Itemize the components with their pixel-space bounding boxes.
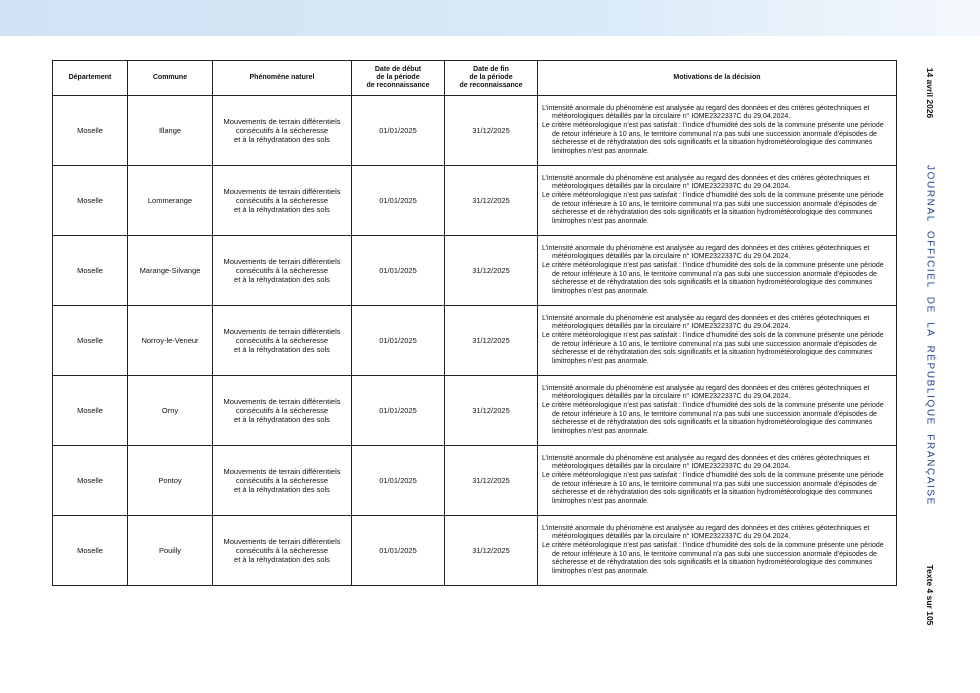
table-row (53, 516, 897, 586)
motivation-paragraph-1: L’intensité anormale du phénomène est analysée au regard des données et des critères géotechniques et météorologiques détaillés par la circulaire n° IOME2322337C du 29.04.2024. (542, 244, 870, 261)
motivation-paragraph-2: Le critère météorologique n’est pas satisfait : l’indice d’humidité des sols de la commune présente une période de retour inférieure à 10 ans, le territoire communal n’a pas subi une succession anormale d’épisodes de sécheresse et de réhydratation des sols significatifs et la situation hydrométéorologique des communes limitrophes n’est pas anormale. (542, 401, 884, 435)
motivation-paragraph-1: L’intensité anormale du phénomène est analysée au regard des données et des critères géotechniques et météorologiques détaillés par la circulaire n° IOME2322337C du 29.04.2024. (542, 104, 870, 121)
journal-side-margin (915, 60, 945, 640)
page-reference: Texte 4 sur 105 (925, 564, 935, 626)
cell-date-fin: 31/12/2025 (445, 236, 538, 306)
cell-commune: Norroy-le-Veneur (128, 306, 213, 376)
motivation-paragraph-2: Le critère météorologique n’est pas satisfait : l’indice d’humidité des sols de la commune présente une période de retour inférieure à 10 ans, le territoire communal n’a pas subi une succession anormale d’épisodes de sécheresse et de réhydratation des sols significatifs et la situation hydrométéorologique des communes limitrophes n’est pas anormale. (542, 261, 884, 295)
cell-motivations (538, 96, 897, 166)
cell-departement: Moselle (53, 96, 128, 166)
cell-motivations (538, 446, 897, 516)
motivation-paragraph-2: Le critère météorologique n’est pas satisfait : l’indice d’humidité des sols de la commune présente une période de retour inférieure à 10 ans, le territoire communal n’a pas subi une succession anormale d’épisodes de sécheresse et de réhydratation des sols significatifs et la situation hydrométéorologique des communes limitrophes n’est pas anormale. (542, 121, 884, 155)
cell-date-debut: 01/01/2025 (352, 446, 445, 516)
table-row (53, 376, 897, 446)
cell-departement: Moselle (53, 236, 128, 306)
cell-phenomene: Mouvements de terrain différentiels consécutifs à la sécheresse et à la réhydratation des sols (213, 446, 352, 516)
cell-phenomene: Mouvements de terrain différentiels consécutifs à la sécheresse et à la réhydratation des sols (213, 166, 352, 236)
cell-commune: Marange-Silvange (128, 236, 213, 306)
table-row (53, 96, 897, 166)
motivation-paragraph-1: L’intensité anormale du phénomène est analysée au regard des données et des critères géotechniques et météorologiques détaillés par la circulaire n° IOME2322337C du 29.04.2024. (542, 314, 870, 331)
cell-departement: Moselle (53, 446, 128, 516)
motivation-paragraph-1: L’intensité anormale du phénomène est analysée au regard des données et des critères géotechniques et météorologiques détaillés par la circulaire n° IOME2322337C du 29.04.2024. (542, 524, 870, 541)
cell-phenomene: Mouvements de terrain différentiels consécutifs à la sécheresse et à la réhydratation des sols (213, 306, 352, 376)
cell-date-debut: 01/01/2025 (352, 516, 445, 586)
table-row (53, 446, 897, 516)
top-header-band (0, 0, 980, 36)
table-header-row (53, 61, 897, 96)
cell-departement: Moselle (53, 166, 128, 236)
header-phenomene: Phénomène naturel (213, 61, 352, 96)
cell-commune: Orny (128, 376, 213, 446)
cell-date-debut: 01/01/2025 (352, 166, 445, 236)
cell-date-fin: 31/12/2025 (445, 376, 538, 446)
cell-phenomene: Mouvements de terrain différentiels consécutifs à la sécheresse et à la réhydratation des sols (213, 96, 352, 166)
cell-motivations (538, 376, 897, 446)
cell-phenomene: Mouvements de terrain différentiels consécutifs à la sécheresse et à la réhydratation des sols (213, 516, 352, 586)
motivation-paragraph-1: L’intensité anormale du phénomène est analysée au regard des données et des critères géotechniques et météorologiques détaillés par la circulaire n° IOME2322337C du 29.04.2024. (542, 454, 870, 471)
cell-departement: Moselle (53, 376, 128, 446)
cell-motivations (538, 236, 897, 306)
cell-date-fin: 31/12/2025 (445, 96, 538, 166)
motivation-paragraph-1: L’intensité anormale du phénomène est analysée au regard des données et des critères géotechniques et météorologiques détaillés par la circulaire n° IOME2322337C du 29.04.2024. (542, 384, 870, 401)
cell-commune: Lommerange (128, 166, 213, 236)
cell-date-fin: 31/12/2025 (445, 166, 538, 236)
table-row (53, 306, 897, 376)
cell-date-debut: 01/01/2025 (352, 236, 445, 306)
cell-phenomene: Mouvements de terrain différentiels consécutifs à la sécheresse et à la réhydratation des sols (213, 376, 352, 446)
cell-date-fin: 31/12/2025 (445, 516, 538, 586)
header-departement: Département (53, 61, 128, 96)
cell-departement: Moselle (53, 306, 128, 376)
motivation-paragraph-2: Le critère météorologique n’est pas satisfait : l’indice d’humidité des sols de la commune présente une période de retour inférieure à 10 ans, le territoire communal n’a pas subi une succession anormale d’épisodes de sécheresse et de réhydratation des sols significatifs et la situation hydrométéorologique des communes limitrophes n’est pas anormale. (542, 331, 884, 365)
motivation-paragraph-1: L’intensité anormale du phénomène est analysée au regard des données et des critères géotechniques et météorologiques détaillés par la circulaire n° IOME2322337C du 29.04.2024. (542, 174, 870, 191)
cell-motivations (538, 306, 897, 376)
cell-motivations (538, 166, 897, 236)
header-date-debut: Date de début de la période de reconnaissance (352, 61, 445, 96)
cell-motivations (538, 516, 897, 586)
header-motivations: Motivations de la décision (538, 61, 897, 96)
motivation-paragraph-2: Le critère météorologique n’est pas satisfait : l’indice d’humidité des sols de la commune présente une période de retour inférieure à 10 ans, le territoire communal n’a pas subi une succession anormale d’épisodes de sécheresse et de réhydratation des sols significatifs et la situation hydrométéorologique des communes limitrophes n’est pas anormale. (542, 471, 884, 505)
table-row (53, 166, 897, 236)
publication-date: 14 avril 2026 (925, 67, 935, 119)
cell-date-debut: 01/01/2025 (352, 306, 445, 376)
table-row (53, 236, 897, 306)
cell-departement: Moselle (53, 516, 128, 586)
journal-title: JOURNAL OFFICIEL DE LA RÉPUBLIQUE FRANÇAISE (924, 165, 936, 506)
recognition-table (52, 60, 897, 586)
header-date-fin: Date de fin de la période de reconnaissance (445, 61, 538, 96)
cell-commune: Pontoy (128, 446, 213, 516)
cell-phenomene: Mouvements de terrain différentiels consécutifs à la sécheresse et à la réhydratation des sols (213, 236, 352, 306)
cell-commune: Pouilly (128, 516, 213, 586)
cell-date-debut: 01/01/2025 (352, 96, 445, 166)
motivation-paragraph-2: Le critère météorologique n’est pas satisfait : l’indice d’humidité des sols de la commune présente une période de retour inférieure à 10 ans, le territoire communal n’a pas subi une succession anormale d’épisodes de sécheresse et de réhydratation des sols significatifs et la situation hydrométéorologique des communes limitrophes n’est pas anormale. (542, 541, 884, 575)
motivation-paragraph-2: Le critère météorologique n’est pas satisfait : l’indice d’humidité des sols de la commune présente une période de retour inférieure à 10 ans, le territoire communal n’a pas subi une succession anormale d’épisodes de sécheresse et de réhydratation des sols significatifs et la situation hydrométéorologique des communes limitrophes n’est pas anormale. (542, 191, 884, 225)
cell-date-fin: 31/12/2025 (445, 446, 538, 516)
cell-commune: Illange (128, 96, 213, 166)
header-commune: Commune (128, 61, 213, 96)
cell-date-fin: 31/12/2025 (445, 306, 538, 376)
cell-date-debut: 01/01/2025 (352, 376, 445, 446)
